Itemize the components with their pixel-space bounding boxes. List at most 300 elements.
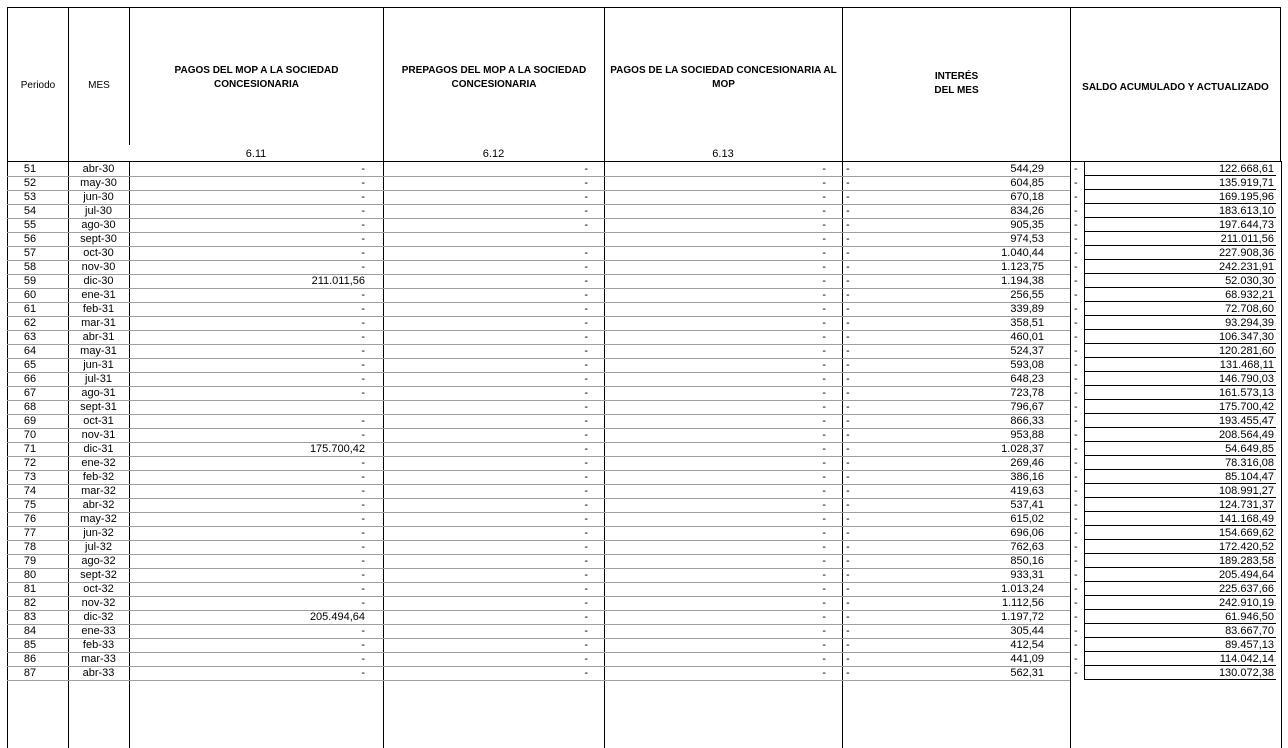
prepagos-mop-cell: - [584,373,588,385]
interes-cell: 850,16 [1010,555,1044,567]
interes-box-divider [1084,232,1085,246]
table-row [0,484,1288,498]
mes-cell: abr-31 [82,331,115,343]
header-interes-cell [842,7,1070,162]
interes-cell: 723,78 [1010,387,1044,399]
saldo-cell: 52.030,30 [1225,275,1274,287]
interes-sign-cell: - [846,583,850,595]
interes-box-divider [1084,316,1085,330]
table-row [0,358,1288,372]
table-row [0,512,1288,526]
interes-box-divider [1084,526,1085,540]
saldo-cell: 108.991,27 [1218,485,1274,497]
interes-box-divider [1084,344,1085,358]
saldo-sign-cell: - [1074,289,1078,301]
saldo-cell: 89.457,13 [1225,639,1274,651]
interes-box-divider [1084,484,1085,498]
periodo-cell: 61 [23,303,37,315]
interes-box-divider [1084,372,1085,386]
saldo-cell: 225.637,66 [1218,583,1274,595]
periodo-cell: 84 [23,625,37,637]
header-pagos-mop-line1: PAGOS DEL MOP A LA SOCIEDAD [174,65,339,76]
table-row [0,638,1288,652]
interes-sign-cell: - [846,541,850,553]
interes-box-divider [1084,540,1085,554]
saldo-cell: 124.731,37 [1218,499,1274,511]
prepagos-mop-cell: - [584,163,588,175]
interes-sign-cell: - [846,471,850,483]
interes-box-divider [1084,624,1085,638]
periodo-cell: 83 [23,611,37,623]
saldo-sign-cell: - [1074,611,1078,623]
saldo-sign-cell: - [1074,443,1078,455]
prepagos-mop-cell: - [584,177,588,189]
table-row [0,232,1288,246]
saldo-cell: 161.573,13 [1218,387,1274,399]
saldo-sign-cell: - [1074,275,1078,287]
table-row [0,456,1288,470]
pagos-sociedad-cell: - [822,415,826,427]
saldo-cell: 120.281,60 [1218,345,1274,357]
periodo-cell: 62 [23,317,37,329]
interes-box-divider [1084,666,1085,680]
interes-cell: 1.028,37 [1001,443,1044,455]
table-row [0,666,1288,680]
interes-sign-cell: - [846,639,850,651]
interes-box-divider [1084,456,1085,470]
mes-cell: oct-31 [83,415,114,427]
pagos-sociedad-cell: - [822,345,826,357]
interes-cell: 933,31 [1010,569,1044,581]
interes-sign-cell: - [846,611,850,623]
interes-cell: 834,26 [1010,205,1044,217]
header-prepagos-mop-line2: CONCESIONARIA [451,79,537,90]
prepagos-mop-cell: - [584,261,588,273]
pagos-sociedad-cell: - [822,205,826,217]
mes-cell: dic-30 [83,275,114,287]
pagos-mop-cell: - [361,485,365,497]
pagos-sociedad-cell: - [822,527,826,539]
interes-sign-cell: - [846,485,850,497]
saldo-sign-cell: - [1074,331,1078,343]
prepagos-mop-cell: - [584,499,588,511]
saldo-sign-cell: - [1074,359,1078,371]
saldo-sign-cell: - [1074,401,1078,413]
interes-box-divider [1084,638,1085,652]
pagos-mop-cell: - [361,541,365,553]
interes-cell: 358,51 [1010,317,1044,329]
saldo-sign-cell: - [1074,457,1078,469]
interes-cell: 796,67 [1010,401,1044,413]
pagos-mop-cell: - [361,233,365,245]
pagos-sociedad-cell: - [822,569,826,581]
table-row [0,554,1288,568]
periodo-cell: 65 [23,359,37,371]
saldo-cell: 106.347,30 [1218,331,1274,343]
saldo-sign-cell: - [1074,569,1078,581]
header-pagos-sociedad-line1: PAGOS DE LA SOCIEDAD CONCESIONARIA AL [610,65,837,76]
periodo-cell: 80 [23,569,37,581]
prepagos-mop-cell: - [584,541,588,553]
saldo-sign-cell: - [1074,387,1078,399]
saldo-cell: 242.231,91 [1218,261,1274,273]
saldo-cell: 72.708,60 [1225,303,1274,315]
interes-cell: 339,89 [1010,303,1044,315]
interes-box-divider [1084,428,1085,442]
interes-cell: 412,54 [1010,639,1044,651]
interes-sign-cell: - [846,569,850,581]
mes-cell: mar-33 [81,653,116,665]
pagos-mop-cell: - [361,261,365,273]
interes-sign-cell: - [846,401,850,413]
periodo-cell: 77 [23,527,37,539]
saldo-sign-cell: - [1074,513,1078,525]
interes-cell: 305,44 [1010,625,1044,637]
interes-sign-cell: - [846,191,850,203]
saldo-sign-cell: - [1074,163,1078,175]
prepagos-mop-cell: - [584,345,588,357]
pagos-mop-cell: 211.011,56 [311,275,365,287]
table-row [0,414,1288,428]
saldo-cell: 193.455,47 [1218,415,1274,427]
pagos-sociedad-cell: - [822,317,826,329]
pagos-sociedad-cell: - [822,177,826,189]
interes-cell: 441,09 [1010,653,1044,665]
interes-cell: 604,85 [1010,177,1044,189]
periodo-cell: 58 [23,261,37,273]
saldo-sign-cell: - [1074,625,1078,637]
interes-cell: 953,88 [1010,429,1044,441]
interes-cell: 386,16 [1010,471,1044,483]
periodo-cell: 86 [23,653,37,665]
header-prepagos-mop-cell [383,7,604,145]
mes-cell: ago-30 [81,219,116,231]
interes-sign-cell: - [846,667,850,679]
interes-sign-cell: - [846,597,850,609]
periodo-cell: 68 [23,401,37,413]
table-row [0,288,1288,302]
saldo-sign-cell: - [1074,345,1078,357]
prepagos-mop-cell: - [584,415,588,427]
interes-cell: 1.123,75 [1001,261,1044,273]
pagos-sociedad-cell: - [822,247,826,259]
header-interes-line2: DEL MES [934,85,979,96]
mes-cell: jul-31 [85,373,112,385]
interes-cell: 1.197,72 [1001,611,1044,623]
mes-cell: jul-32 [85,541,112,553]
pagos-mop-cell: - [361,345,365,357]
mes-cell: sept-30 [80,233,117,245]
periodo-cell: 82 [23,597,37,609]
interes-box-divider [1084,512,1085,526]
prepagos-mop-cell: - [584,597,588,609]
mes-cell: nov-30 [81,261,116,273]
subcode-divider-3 [842,145,843,162]
interes-cell: 537,41 [1010,499,1044,511]
interes-box-divider [1084,246,1085,260]
periodo-cell: 74 [23,485,37,497]
table-row [0,190,1288,204]
interes-box-divider [1084,568,1085,582]
saldo-sign-cell: - [1074,541,1078,553]
mes-cell: may-30 [80,177,117,189]
pagos-mop-cell: - [361,317,365,329]
mes-cell: jun-31 [83,359,114,371]
subcode-divider-1 [383,145,384,162]
mes-cell: ene-33 [81,625,116,637]
interes-cell: 269,46 [1010,457,1044,469]
pagos-mop-cell: - [361,667,365,679]
interes-sign-cell: - [846,415,850,427]
pagos-sociedad-cell: - [822,275,826,287]
interes-sign-cell: - [846,555,850,567]
pagos-sociedad-cell: - [822,597,826,609]
interes-box-divider [1084,596,1085,610]
prepagos-mop-cell: - [584,191,588,203]
interes-cell: 905,35 [1010,219,1044,231]
mes-cell: nov-31 [81,429,116,441]
interes-cell: 460,01 [1010,331,1044,343]
periodo-cell: 66 [23,373,37,385]
prepagos-mop-cell: - [584,485,588,497]
prepagos-mop-cell: - [584,639,588,651]
pagos-mop-cell: - [361,415,365,427]
pagos-sociedad-cell: - [822,555,826,567]
saldo-box-rule [1084,679,1276,680]
saldo-cell: 183.613,10 [1218,205,1274,217]
interes-box-divider [1084,582,1085,596]
interes-box-divider [1084,358,1085,372]
pagos-sociedad-cell: - [822,429,826,441]
interes-cell: 1.112,56 [1001,597,1044,609]
table-row [0,246,1288,260]
mes-cell: dic-32 [83,611,114,623]
interes-sign-cell: - [846,317,850,329]
row-rule [7,680,1070,681]
periodo-cell: 70 [23,429,37,441]
prepagos-mop-cell: - [584,653,588,665]
mes-cell: abr-30 [82,163,115,175]
saldo-cell: 205.494,64 [1218,569,1274,581]
pagos-mop-cell: - [361,247,365,259]
pagos-mop-cell: - [361,457,365,469]
mes-cell: mar-31 [81,317,116,329]
prepagos-mop-cell [383,232,604,246]
mes-cell: nov-32 [81,597,116,609]
saldo-sign-cell: - [1074,177,1078,189]
interes-sign-cell: - [846,457,850,469]
interes-box-divider [1084,260,1085,274]
table-row [0,596,1288,610]
table-row [0,624,1288,638]
header-pagos-sociedad-line2: MOP [712,79,735,90]
periodo-cell: 85 [23,639,37,651]
interes-cell: 670,18 [1010,191,1044,203]
interes-box-divider [1084,498,1085,512]
interes-sign-cell: - [846,625,850,637]
saldo-cell: 197.644,73 [1218,219,1274,231]
pagos-mop-cell: - [361,205,365,217]
prepagos-mop-cell: - [584,219,588,231]
pagos-mop-cell: - [361,289,365,301]
saldo-sign-cell: - [1074,471,1078,483]
header-saldo: SALDO ACUMULADO Y ACTUALIZADO [1082,82,1269,93]
table-row [0,470,1288,484]
mes-cell: jun-32 [83,527,114,539]
interes-sign-cell: - [846,359,850,371]
saldo-cell: 175.700,42 [1218,401,1274,413]
prepagos-mop-cell: - [584,443,588,455]
subcode-divider-2 [604,145,605,162]
interes-box-divider [1084,218,1085,232]
header-pagos-mop-line2: CONCESIONARIA [213,79,299,90]
table-row [0,260,1288,274]
periodo-cell: 81 [23,583,37,595]
saldo-sign-cell: - [1074,219,1078,231]
interes-box-divider [1084,400,1085,414]
header-saldo-cell [1070,7,1281,162]
interes-sign-cell: - [846,289,850,301]
header-periodo: Periodo [20,80,56,91]
interes-cell: 974,53 [1010,233,1044,245]
pagos-sociedad-cell: - [822,401,826,413]
table-row [0,218,1288,232]
periodo-cell: 57 [23,247,37,259]
interes-cell: 256,55 [1010,289,1044,301]
saldo-sign-cell: - [1074,583,1078,595]
periodo-cell: 72 [23,457,37,469]
saldo-sign-cell: - [1074,247,1078,259]
saldo-sign-cell: - [1074,485,1078,497]
prepagos-mop-cell: - [584,527,588,539]
pagos-mop-cell: - [361,373,365,385]
saldo-cell: 242.910,19 [1218,597,1274,609]
interes-cell: 544,29 [1010,163,1044,175]
table-row [0,610,1288,624]
pagos-mop-cell: - [361,303,365,315]
saldo-sign-cell: - [1074,415,1078,427]
pagos-sociedad-cell: - [822,331,826,343]
code-pagos-mop: 6.11 [245,148,267,160]
pagos-sociedad-cell: - [822,373,826,385]
prepagos-mop-cell: - [584,289,588,301]
periodo-cell: 78 [23,541,37,553]
interes-sign-cell: - [846,163,850,175]
table-row [0,302,1288,316]
mes-cell: oct-30 [83,247,114,259]
mes-cell: ene-31 [81,289,116,301]
mes-cell: ene-32 [81,457,116,469]
mes-cell: feb-33 [82,639,115,651]
header-pagos-mop-cell [129,7,383,145]
code-prepagos-mop: 6.12 [482,148,505,160]
header-interes-line1: INTERÉS [934,71,979,82]
mes-cell: mar-32 [81,485,116,497]
saldo-sign-cell: - [1074,317,1078,329]
prepagos-mop-cell: - [584,583,588,595]
interes-box-divider [1084,288,1085,302]
table-row [0,316,1288,330]
saldo-cell: 114.042,14 [1219,653,1274,665]
interes-box-divider [1084,302,1085,316]
saldo-cell: 68.932,21 [1225,289,1274,301]
pagos-mop-cell: - [361,471,365,483]
mes-cell: sept-32 [80,569,117,581]
prepagos-mop-cell: - [584,555,588,567]
table-row [0,372,1288,386]
interes-cell: 696,06 [1010,527,1044,539]
interes-sign-cell: - [846,205,850,217]
prepagos-mop-cell: - [584,457,588,469]
pagos-mop-cell: - [361,331,365,343]
mes-cell: ago-31 [81,387,116,399]
interes-cell: 648,23 [1010,373,1044,385]
table-row [0,176,1288,190]
pagos-mop-cell: - [361,177,365,189]
pagos-mop-cell: - [361,527,365,539]
table-row [0,498,1288,512]
pagos-mop-cell: 205.494,64 [309,611,365,623]
pagos-sociedad-cell: - [822,359,826,371]
saldo-cell: 208.564,49 [1218,429,1274,441]
interes-box-divider [1084,442,1085,456]
interes-sign-cell: - [846,443,850,455]
periodo-cell: 54 [23,205,37,217]
table-header [0,0,1288,162]
interes-sign-cell: - [846,653,850,665]
mes-cell: oct-32 [83,583,114,595]
periodo-cell: 63 [23,331,37,343]
mes-cell: jul-30 [85,205,112,217]
saldo-sign-cell: - [1074,653,1078,665]
saldo-cell: 141.168,49 [1218,513,1274,525]
interes-sign-cell: - [846,527,850,539]
mes-cell: feb-31 [82,303,115,315]
interes-cell: 524,37 [1010,345,1044,357]
saldo-cell: 135.919,71 [1218,177,1274,189]
pagos-sociedad-cell: - [822,611,826,623]
interes-box-divider [1084,414,1085,428]
interes-cell: 615,02 [1010,513,1044,525]
table-row [0,400,1288,414]
periodo-cell: 76 [23,513,37,525]
periodo-cell: 59 [23,275,37,287]
table-row [0,540,1288,554]
interes-sign-cell: - [846,373,850,385]
pagos-sociedad-cell: - [822,513,826,525]
periodo-cell: 53 [23,191,37,203]
prepagos-mop-cell: - [584,387,588,399]
code-pagos-sociedad: 6.13 [712,148,734,160]
prepagos-mop-cell: - [584,667,588,679]
mes-cell: feb-32 [82,471,115,483]
periodo-cell: 51 [23,163,37,175]
interes-box-divider [1084,652,1085,666]
interes-box-divider [1084,176,1085,190]
saldo-cell: 78.316,08 [1225,457,1274,469]
saldo-cell: 61.946,50 [1225,611,1274,623]
periodo-cell: 56 [23,233,37,245]
prepagos-mop-cell: - [584,513,588,525]
interes-box-divider [1084,330,1085,344]
saldo-sign-cell: - [1074,527,1078,539]
prepagos-mop-cell: - [584,317,588,329]
pagos-mop-cell: - [361,625,365,637]
saldo-cell: 169.195,96 [1218,191,1274,203]
pagos-mop-cell: - [361,653,365,665]
saldo-sign-cell: - [1074,555,1078,567]
periodo-cell: 73 [23,471,37,483]
